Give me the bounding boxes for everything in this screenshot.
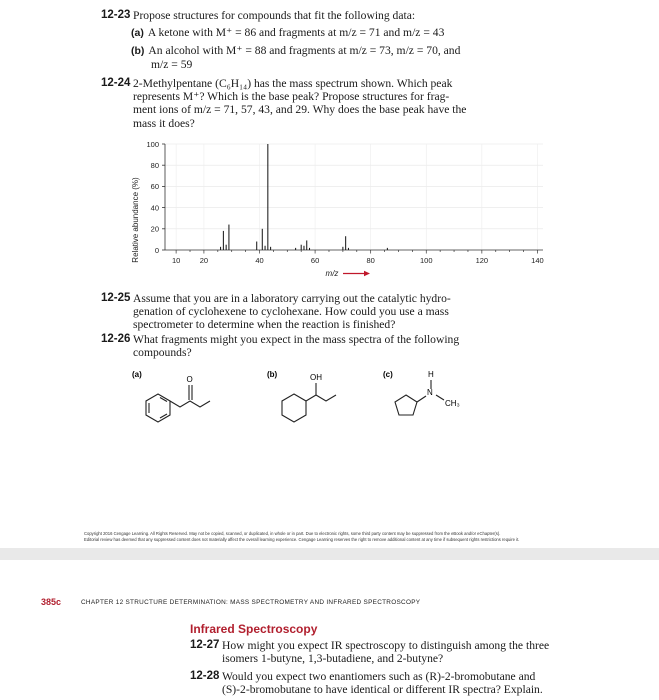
problem-12-23-part-a [131, 26, 491, 40]
x-tick-label: 20 [199, 256, 209, 265]
y-tick-label: 60 [150, 182, 159, 192]
problem-12-23-part-b [131, 44, 491, 58]
y-tick-label: 0 [154, 245, 159, 255]
problem-number-12-26: 12-26 [101, 333, 131, 345]
problem-number-12-24: 12-24 [101, 77, 131, 89]
structure-c-label: (c) [383, 370, 393, 379]
hydrogen-atom: H [428, 370, 434, 379]
carbon-chain [170, 401, 210, 407]
chart-axes [146, 140, 543, 265]
structure-c [395, 380, 444, 415]
methyl-group: CH₃ [445, 399, 460, 408]
ring-to-nitrogen-bond [417, 396, 426, 402]
x-tick-label: 40 [255, 256, 264, 265]
problem-number-12-25: 12-25 [101, 292, 131, 304]
y-tick-label: 20 [150, 224, 159, 234]
x-tick-label: 60 [310, 256, 320, 265]
text-line: isomers 1-butyne, 1,3-butadiene, and 2-butyne? [222, 652, 444, 666]
copyright-line: Editorial review has deemed that any suppressed content does not materially affect the overall learning experience. Cengage Learning reserves the right to remove additional content at any time if subsequent rights restrictions require it. [84, 536, 520, 542]
x-axis-label-group [326, 269, 370, 278]
problem-12-24-text [133, 77, 493, 130]
copyright-notice [84, 531, 584, 542]
problem-12-23-text: Propose structures for compounds that fit the following data: [133, 9, 416, 22]
problem-number-12-23: 12-23 [101, 9, 131, 21]
x-tick-label: 10 [171, 256, 181, 265]
text-line: genation of cyclohexene to cyclohexane. How could you use a mass [133, 305, 449, 319]
text-line: How might you expect IR spectroscopy to distinguish among the three [222, 639, 550, 652]
cyclohexane-ring [282, 394, 306, 422]
part-text: An alcohol with M⁺ = 88 and fragments at m/z = 73, m/z = 70, and [148, 44, 461, 57]
problem-number-12-28: 12-28 [190, 670, 220, 682]
chemical-structures [120, 364, 500, 434]
y-tick-label: 100 [146, 139, 159, 149]
text-line: spectrometer to determine when the reaction is finished? [133, 318, 396, 332]
text-line: represents M⁺? Which is the base peak? Propose structures for frag- [133, 90, 450, 104]
problem-12-27-text [222, 639, 567, 665]
running-head: CHAPTER 12 STRUCTURE DETERMINATION: MASS SPECTROMETRY AND INFRARED SPECTROSCOPY [81, 599, 421, 606]
ethyl-chain [316, 395, 336, 401]
text-line: Assume that you are in a laboratory carrying out the catalytic hydro- [133, 292, 451, 305]
oxygen-atom: O [186, 375, 193, 384]
problem-12-28-text [222, 670, 567, 696]
structure-a [146, 385, 210, 422]
y-tick-label: 40 [150, 203, 159, 213]
page-separator [0, 548, 659, 560]
copyright-line: Copyright 2016 Cengage Learning. All Rights Reserved. May not be copied, scanned, or duplicated, in whole or in part. Due to electronic rights, some third party content may be suppressed from the eBook and/or eChapter(s). [84, 531, 501, 536]
problem-number-12-27: 12-27 [190, 639, 220, 651]
part-label: (a) [131, 27, 144, 39]
structure-b-label: (b) [267, 370, 278, 379]
structure-b [282, 383, 336, 422]
problem-12-26-text [133, 333, 493, 359]
structure-a-label: (a) [132, 370, 142, 379]
text-line: compounds? [133, 346, 192, 360]
hydroxyl-group: OH [310, 373, 322, 382]
x-tick-label: 140 [531, 256, 544, 265]
x-axis-label-arrowhead [364, 271, 370, 276]
problem-12-25-text [133, 292, 493, 332]
part-text: A ketone with M⁺ = 86 and fragments at m/z = 71 and m/z = 43 [147, 26, 445, 39]
y-tick-label: 80 [150, 161, 159, 170]
cyclopentane-ring [395, 395, 417, 415]
x-tick-label: 100 [420, 256, 433, 265]
ring-to-carbinol-bond [306, 395, 316, 401]
problem-12-23-part-b-cont: m/z = 59 [151, 58, 193, 71]
text-line: Would you expect two enantiomers such as (R)-2-bromobutane and [222, 670, 536, 683]
page-number: 385c [41, 597, 62, 607]
text-line: What fragments might you expect in the mass spectra of the following [133, 333, 460, 346]
x-tick-label: 80 [366, 256, 375, 265]
y-axis-label: Relative abundance (%) [131, 177, 140, 263]
text-line: mass it does? [133, 116, 195, 130]
text-line: ment ions of m/z = 71, 57, 43, and 29. Why does the base peak have the [133, 103, 467, 117]
section-title: Infrared Spectroscopy [190, 622, 318, 636]
benzene-ring [146, 394, 170, 422]
n-methyl-bond [436, 395, 444, 400]
nitrogen-atom: N [427, 388, 433, 397]
x-axis-label: m/z [325, 269, 339, 278]
chart-bars [221, 144, 388, 250]
x-tick-label: 120 [475, 256, 489, 265]
part-label: (b) [131, 45, 145, 57]
text-line: 2-Methylpentane (C₆H₁₄) has the mass spectrum shown. Which peak [133, 77, 453, 90]
text-line: (S)-2-bromobutane to have identical or different IR spectra? Explain. [222, 683, 543, 697]
mass-spectrum-chart [125, 138, 555, 284]
